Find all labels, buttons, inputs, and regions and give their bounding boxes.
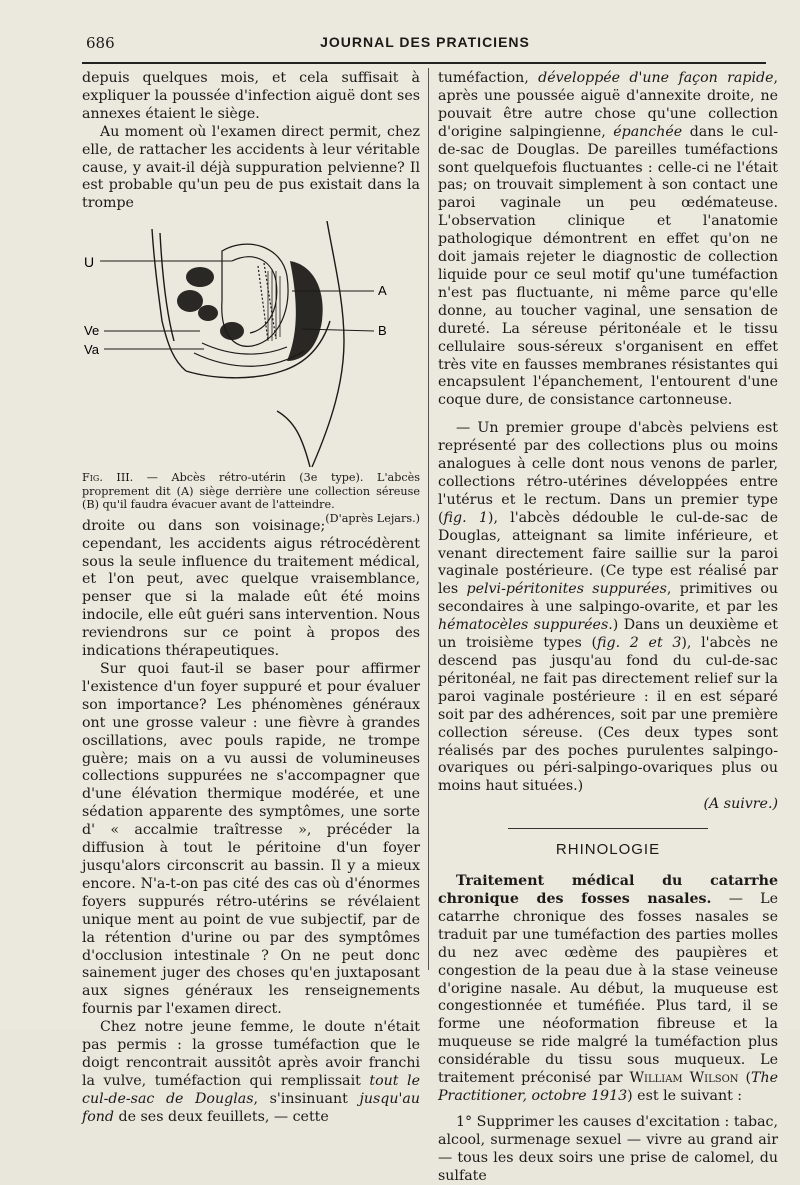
paragraph (82, 1019, 420, 1126)
text-run: , primitives ou secondaires à une salpingo-ovarite, et par les (438, 581, 778, 616)
paragraph: 1° Supprimer les causes d'excitation : tabac, alcool, surmenage sexuel — vivre au grand air — tous les deux soirs une prise de calomel, du sulfate (438, 1113, 778, 1184)
italic-run: tout le cul-de-sac de Douglas (82, 1072, 420, 1107)
journal-title: JOURNAL DES PRATICIENS (320, 34, 530, 50)
text-run: ), l'abcès ne descend pas jusqu'au fond du cul-de-sac péritonéal, ne fait pas directement relief sur la paroi vaginale postérieure : il en est séparé soit par des adhérences, soit par une première collection séreuse. (Ces deux types sont réalisés par des poches purulentes salpingo-ovariques ou péri-salpingo-ovariques plus ou moins haut situées.) (438, 635, 778, 795)
figure-number: Fig. III. (82, 471, 134, 485)
italic-run: fig. 1 (443, 509, 488, 526)
pelvis-section-illustration (82, 221, 420, 467)
label-a: A (378, 283, 387, 299)
text-run: Chez notre jeune femme, le doute n'était pas permis : la grosse tuméfaction que le doigt rencontrait aussitôt après avoir franchi la vulve, tuméfaction qui remplissait (82, 1019, 420, 1089)
author-name: William Wilson (629, 1070, 739, 1087)
text-run: ), l'abcès dédouble le cul-de-sac de Douglas, atteignant sa limite inférieure, et venant directement faire saillie sur la paroi vaginale postérieure. (Ce type est réalisé par les (438, 509, 779, 598)
paragraph: Sur quoi faut-il se baser pour affirmer l'existence d'un foyer suppuré et pour évaluer son importance? Les phénomènes généraux ont une grosse valeur : une fièvre à grandes oscillations, avec pouls rapide, ne trompe guère; mais on a vu aussi de volumineuses collections suppurées ne s'accompagner que d'une élévation thermique modérée, et une sédation apparente des symptômes, une sorte d' « accalmie traîtresse », précéder la diffusion à tout le péritoine d'un foyer jusqu'alors circonscrit au bassin. Il y a mieux encore. N'a-t-on pas cité des cas où d'énormes foyers suppurés rétro-utérins se révélaient unique ment au point de vue subjectif, par de la rétention d'urine ou par des symptômes d'occlusion intestinale ? On ne peut donc sainement juger des choses qu'en juxtaposant aux signes généraux les renseignements fournis par l'examen direct. (82, 661, 420, 1018)
paragraph (438, 873, 778, 1106)
italic-run: épanchée (613, 123, 683, 140)
italic-run: jusqu'au fond (82, 1090, 420, 1125)
text-run: , après une poussée aiguë d'annexite droite, ne pouvait être autre chose qu'une collection d'origine salpingienne, (438, 70, 779, 140)
paragraph (438, 420, 778, 796)
caption-text: — Abcès rétro-utérin (3e type). L'abcès proprement dit (A) siège derrière une collection séreuse (B) qu'il faudra évacuer avant de l'atteindre. (82, 471, 420, 512)
page-number: 686 (86, 34, 115, 52)
text-run: — Un premier groupe d'abcès pelviens est représenté par des collections plus ou moins analogues à celle dont nous venons de parler, collections rétro-utérines développées entre l'utérus et le rectum. Dans un premier type ( (438, 420, 778, 526)
paragraph: droite ou dans son voisinage; cependant, les accidents aigus rétrocédèrent sous la seule influence du traitement médical, et l'on peut, avec quelque vraisemblance, penser que si la malade eût été moins indocile, elle eût guéri sans intervention. Nous reviendrons sur ce point à propos des indications thérapeutiques. (82, 517, 420, 660)
header-rule (82, 62, 766, 64)
right-column (438, 70, 778, 1185)
italic-run: The Practitioner, octobre 1913 (438, 1070, 779, 1104)
paragraph (438, 70, 778, 410)
paragraph: depuis quelques mois, et cela suffisait à expliquer la poussée d'infection aiguë dont ses annexes étaient le siège. (82, 70, 420, 122)
text-run: , s'insinuant (253, 1090, 360, 1107)
italic-run: hématocèles suppurées. (438, 617, 613, 634)
text-run: de ses deux feuillets, — cette (114, 1108, 329, 1125)
left-column (82, 70, 420, 1127)
text-run: ( (738, 1070, 752, 1087)
label-b: B (378, 323, 387, 339)
text-run: ) est le suivant : (627, 1087, 743, 1104)
text-run: — Le catarrhe chronique des fosses nasales se traduit par une tuméfaction des parties molles du nez avec œdème des paupières et congestion de la peau due à la stase veineuse d'origine nasale. Au début, la muqueuse est congestionnée et tuméfiée. Plus tard, il se forme une néoformation fibreuse et la muqueuse se ride malgré la tuméfaction plus considérable du tissu sous muqueux. Le traitement préconisé par (438, 890, 778, 1087)
article-title: Traitement médical du catarrhe chronique des fosses nasales. (438, 873, 778, 907)
text-run: ) Dans un deuxième et un troisième types ( (438, 617, 778, 652)
text-run: tuméfaction, (438, 70, 539, 86)
section-heading: RHINOLOGIE (508, 828, 708, 859)
text-run: dans le cul-de-sac de Douglas. De pareilles tuméfactions sont quelquefois fluctuantes : celle-ci ne l'était pas; on trouvait simplement à son contact une paroi vaginale un peu œdémateuse. L'observation clinique et l'anatomie pathologique démontrent en effet qu'on ne doit jamais rejeter le diagnostic de collection liquide pour ce seul motif qu'une tuméfaction n'est pas fluctuante, ni même parce qu'elle donne, au toucher vaginal, une sensation de dureté. La séreuse péritonéale et le tissu cellulaire sous-séreux s'organisent en effet très vite en fausses membranes résistantes qui encapsulent l'épanchement, l'entourent d'une coque dure, de consistance cartonneuse. (438, 123, 778, 409)
column-divider (428, 68, 429, 970)
to-follow-note: (A suivre.) (703, 796, 778, 813)
label-va: Va (84, 342, 99, 358)
italic-run: fig. 2 et 3 (597, 635, 682, 652)
paragraph: Au moment où l'examen direct permit, chez elle, de rattacher les accidents à leur véritable cause, y avait-il déjà suppuration pelvienne? Il est probable qu'un peu de pus existait dans la trompe (82, 123, 420, 212)
label-u: U (84, 254, 95, 271)
italic-run: pelvi-péritonites suppurées (466, 581, 667, 598)
page-header (86, 34, 764, 58)
italic-run: développée d'une façon rapide (538, 70, 774, 86)
figure-caption (82, 471, 420, 525)
anatomical-figure (82, 221, 420, 467)
label-ve: Ve (84, 323, 100, 339)
caption-credit: (D'après Lejars.) (325, 511, 420, 525)
